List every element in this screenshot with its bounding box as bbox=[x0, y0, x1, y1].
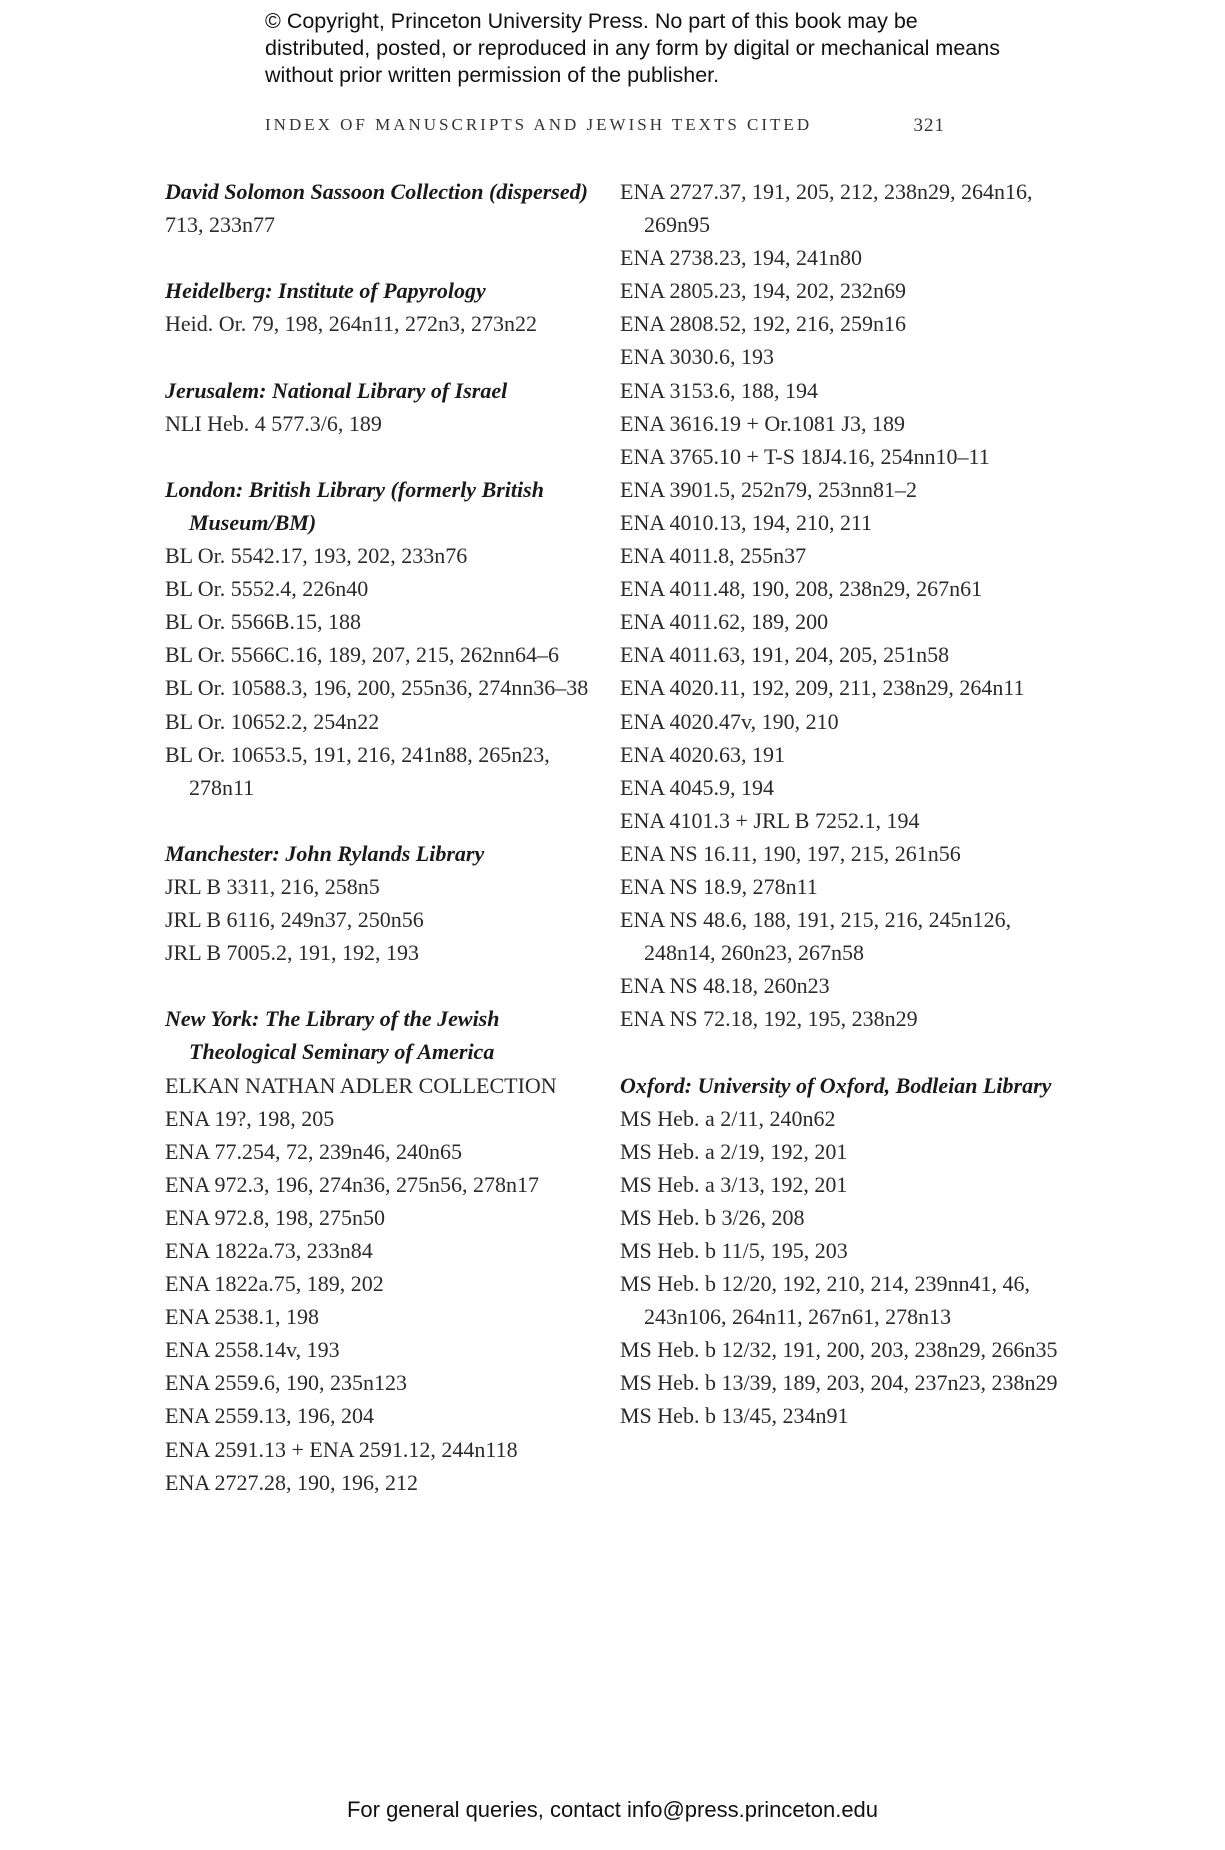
index-entry: ENA 3030.6, 193 bbox=[620, 344, 774, 370]
index-entry: ENA 2805.23, 194, 202, 232n69 bbox=[620, 278, 906, 304]
entry-list-heidelberg bbox=[165, 307, 605, 340]
index-entry: ENA NS 18.9, 278n11 bbox=[620, 873, 818, 899]
index-entry: MS Heb. a 2/19, 192, 201 bbox=[620, 1138, 848, 1164]
index-entry: ENA 4045.9, 194 bbox=[620, 774, 774, 800]
index-entry: ENA 4101.3 + JRL B 7252.1, 194 bbox=[620, 807, 920, 833]
copyright-notice: © Copyright, Princeton University Press. No part of this book may be distributed, posted, or reproduced in any form by digital or mechanical means without prior written permission of the publisher. bbox=[265, 9, 1000, 87]
index-entry: ENA 4010.13, 194, 210, 211 bbox=[620, 509, 873, 535]
index-entry: ENA 4020.11, 192, 209, 211, 238n29, 264n11 bbox=[620, 675, 1025, 701]
index-entry: MS Heb. a 3/13, 192, 201 bbox=[620, 1171, 848, 1197]
index-entry: ENA 2808.52, 192, 216, 259n16 bbox=[620, 311, 906, 337]
section-heading-sassoon: David Solomon Sassoon Collection (dispersed) bbox=[165, 179, 588, 204]
index-entry: BL Or. 5552.4, 226n40 bbox=[165, 576, 369, 602]
index-entry: MS Heb. b 3/26, 208 bbox=[620, 1204, 805, 1230]
section-heading-oxford: Oxford: University of Oxford, Bodleian Library bbox=[620, 1072, 1052, 1098]
right-column bbox=[620, 175, 1060, 1433]
index-entry: ENA 4020.47v, 190, 210 bbox=[620, 708, 839, 734]
index-entry: ENA 3765.10 + T-S 18J4.16, 254nn10–11 bbox=[620, 443, 990, 469]
index-entry: JRL B 6116, 249n37, 250n56 bbox=[165, 907, 424, 933]
entry-list-manchester bbox=[165, 870, 605, 969]
section-heading-jerusalem: Jerusalem: National Library of Israel bbox=[165, 377, 508, 403]
footer-contact: For general queries, contact info@press.princeton.edu bbox=[346, 1797, 879, 1822]
index-entry: ENA 3616.19 + Or.1081 J3, 189 bbox=[620, 410, 905, 436]
index-entry: ENA 2591.13 + ENA 2591.12, 244n118 bbox=[165, 1436, 518, 1462]
index-entry: ENA 19?, 198, 205 bbox=[165, 1105, 335, 1131]
index-entry: ENA 1822a.73, 233n84 bbox=[165, 1238, 373, 1263]
index-entry: ENA 4011.63, 191, 204, 205, 251n58 bbox=[620, 642, 950, 668]
index-entry: MS Heb. b 13/39, 189, 203, 204, 237n23, 238n29 bbox=[620, 1370, 1058, 1396]
section-heading-london: London: British Library (formerly British Museum/BM) bbox=[165, 476, 544, 535]
index-entry: MS Heb. b 12/20, 192, 210, 214, 239nn41, 46, 243n106, 264n11, 267n61, 278n13 bbox=[620, 1271, 1031, 1330]
index-entry: 713, 233n77 bbox=[165, 212, 275, 238]
index-entry: BL Or. 10588.3, 196, 200, 255n36, 274nn36–38 bbox=[165, 675, 589, 701]
index-entry: JRL B 3311, 216, 258n5 bbox=[165, 873, 380, 899]
index-entry: BL Or. 5566B.15, 188 bbox=[165, 609, 361, 635]
index-entry: BL Or. 10653.5, 191, 216, 241n88, 265n23, 278n11 bbox=[165, 741, 550, 800]
index-entry: BL Or. 10652.2, 254n22 bbox=[165, 708, 380, 734]
index-entry: MS Heb. a 2/11, 240n62 bbox=[620, 1105, 836, 1131]
index-entry: ENA NS 16.11, 190, 197, 215, 261n56 bbox=[620, 840, 961, 866]
index-entry: ENA 2538.1, 198 bbox=[165, 1304, 319, 1330]
entry-list-newyork bbox=[165, 1069, 605, 1499]
running-head-title: INDEX OF MANUSCRIPTS AND JEWISH TEXTS CITED bbox=[265, 115, 813, 134]
index-entry: ENA 2559.13, 196, 204 bbox=[165, 1403, 374, 1429]
index-entry: MS Heb. b 13/45, 234n91 bbox=[620, 1403, 849, 1429]
index-entry: ENA 2559.6, 190, 235n123 bbox=[165, 1370, 407, 1396]
section-heading-newyork: New York: The Library of the Jewish Theological Seminary of America bbox=[165, 1006, 500, 1065]
entry-list-sassoon bbox=[165, 208, 605, 241]
entry-list-jerusalem bbox=[165, 407, 605, 440]
index-entry: ENA 4011.48, 190, 208, 238n29, 267n61 bbox=[620, 576, 983, 602]
index-entry: ENA NS 72.18, 192, 195, 238n29 bbox=[620, 1006, 918, 1032]
index-entry: ENA 2727.28, 190, 196, 212 bbox=[165, 1469, 418, 1495]
index-entry: ENA 4011.8, 255n37 bbox=[620, 543, 807, 569]
index-entry: JRL B 7005.2, 191, 192, 193 bbox=[165, 940, 420, 966]
entry-list-oxford bbox=[620, 1102, 1060, 1433]
index-entry: ENA NS 48.18, 260n23 bbox=[620, 973, 830, 999]
index-entry: MS Heb. b 12/32, 191, 200, 203, 238n29, 266n35 bbox=[620, 1337, 1058, 1363]
index-entry: ENA 972.3, 196, 274n36, 275n56, 278n17 bbox=[165, 1171, 539, 1197]
section-heading-heidelberg: Heidelberg: Institute of Papyrology bbox=[165, 278, 486, 304]
page-number: 321 bbox=[913, 115, 945, 136]
index-entry: BL Or. 5566C.16, 189, 207, 215, 262nn64–6 bbox=[165, 642, 559, 668]
left-column bbox=[165, 175, 605, 1499]
index-entry: ELKAN NATHAN ADLER COLLECTION bbox=[165, 1072, 557, 1098]
index-entry: Heid. Or. 79, 198, 264n11, 272n3, 273n22 bbox=[165, 311, 537, 337]
index-entry: ENA NS 48.6, 188, 191, 215, 216, 245n126, 248n14, 260n23, 267n58 bbox=[620, 907, 1012, 966]
index-entry: ENA 972.8, 198, 275n50 bbox=[165, 1204, 385, 1230]
index-entry: ENA 4011.62, 189, 200 bbox=[620, 609, 829, 635]
index-entry: ENA 2727.37, 191, 205, 212, 238n29, 264n16, 269n95 bbox=[620, 179, 1033, 238]
index-entry: ENA 3153.6, 188, 194 bbox=[620, 377, 818, 403]
running-head bbox=[265, 115, 945, 137]
section-heading-manchester: Manchester: John Rylands Library bbox=[165, 840, 485, 866]
index-entry: BL Or. 5542.17, 193, 202, 233n76 bbox=[165, 543, 468, 569]
entry-list-ena-continued bbox=[620, 175, 1060, 1035]
index-entry: ENA 2558.14v, 193 bbox=[165, 1337, 340, 1363]
index-entry: NLI Heb. 4 577.3/6, 189 bbox=[165, 410, 382, 436]
index-entry: ENA 4020.63, 191 bbox=[620, 741, 785, 767]
index-entry: ENA 2738.23, 194, 241n80 bbox=[620, 245, 862, 271]
entry-list-london bbox=[165, 539, 605, 804]
index-entry: ENA 77.254, 72, 239n46, 240n65 bbox=[165, 1138, 462, 1164]
index-entry: MS Heb. b 11/5, 195, 203 bbox=[620, 1238, 848, 1263]
index-entry: ENA 1822a.75, 189, 202 bbox=[165, 1271, 384, 1297]
index-entry: ENA 3901.5, 252n79, 253nn81–2 bbox=[620, 476, 917, 502]
